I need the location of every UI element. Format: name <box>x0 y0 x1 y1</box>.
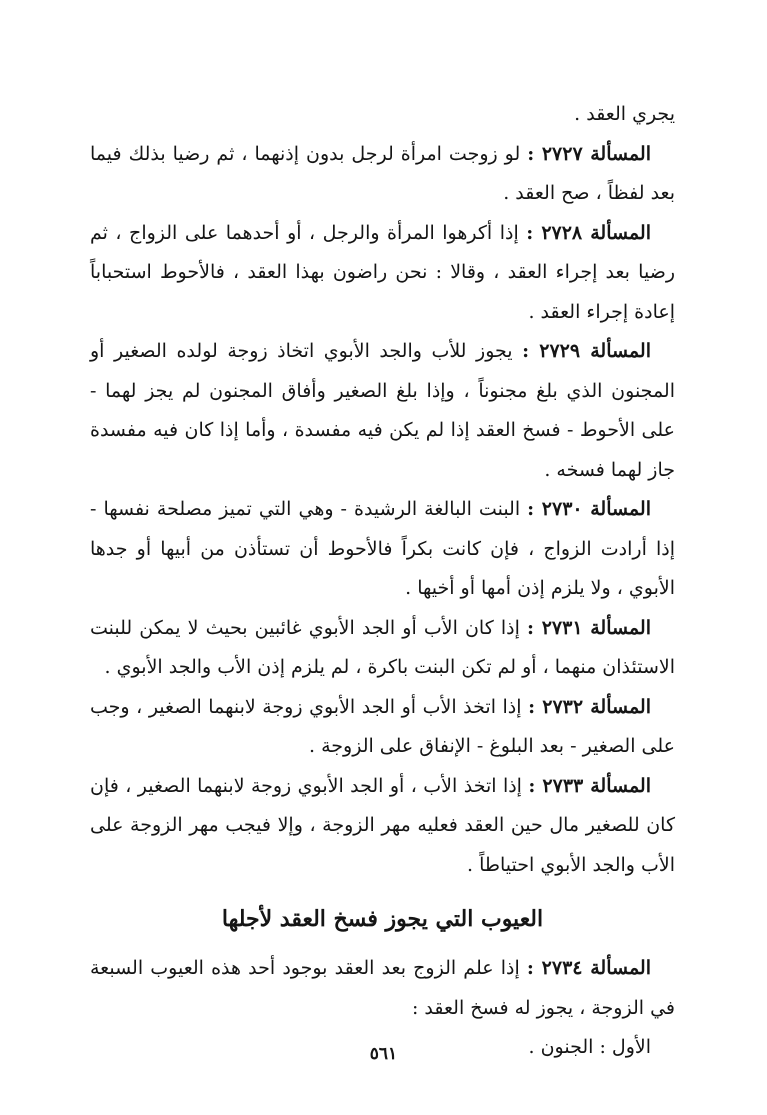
paragraph-2732 <box>90 688 675 767</box>
paragraph-text: إذا علم الزوج بعد العقد بوجود أحد هذه العيوب السبعة في الزوجة ، يجوز له فسخ العقد : <box>90 957 675 1019</box>
paragraph-text: الأول : الجنون . <box>528 1036 651 1058</box>
document-page <box>90 95 675 1068</box>
issue-label: المسألة ٢٧٣١ : <box>527 616 651 639</box>
paragraph-text: يجري العقد . <box>574 103 675 125</box>
paragraph-2731 <box>90 609 675 688</box>
issue-label: المسألة ٢٧٢٧ : <box>527 142 651 165</box>
issue-label: المسألة ٢٧٣٢ : <box>528 695 651 718</box>
paragraph-text: إذا اتخذ الأب ، أو الجد الأبوي زوجة لابنهما الصغير ، فإن كان للصغير مال حين العقد فعليه مهر الزوجة ، وإلا فيجب مهر الزوجة على الأب والجد الأبوي احتياطاً . <box>90 774 675 876</box>
paragraph-continuation <box>90 95 675 135</box>
paragraph-2729 <box>90 332 675 490</box>
issue-label: المسألة ٢٧٣٣ : <box>528 774 651 797</box>
paragraph-text: يجوز للأب والجد الأبوي اتخاذ زوجة لولده الصغير أو المجنون الذي بلغ مجنوناً ، وإذا بلغ الصغير وأفاق المجنون لم يجز لهما - على الأحوط - فسخ العقد إذا لم يكن فيه مفسدة ، وأما إذا كان فيه مفسدة جاز لهما فسخه . <box>90 340 675 481</box>
issue-label: المسألة ٢٧٣٤ : <box>526 957 651 979</box>
paragraph-text: إذا كان الأب أو الجد الأبوي غائبين بحيث لا يمكن للبنت الاستئذان منهما ، أو لم تكن البنت باكرة ، لم يلزم إذن الأب والجد الأبوي . <box>90 616 675 678</box>
issue-label: المسألة ٢٧٢٩ : <box>522 340 651 362</box>
section-heading: العيوب التي يجوز فسخ العقد لأجلها <box>221 906 544 932</box>
paragraph-2730 <box>90 490 675 609</box>
paragraph-2734 <box>90 949 675 1028</box>
paragraph-2727 <box>90 135 675 214</box>
issue-label: المسألة ٢٧٣٠ : <box>527 498 651 520</box>
paragraph-text: إذا أكرهوا المرأة والرجل ، أو أحدهما على الزواج ، ثم رضيا بعد إجراء العقد ، وقالا : نحن راضون بهذا العقد ، فالأحوط استحباباً إعادة إجراء العقد . <box>90 221 675 323</box>
paragraph-text: البنت البالغة الرشيدة - وهي التي تميز مصلحة نفسها - إذا أرادت الزواج ، فإن كانت بكراً فالأحوط أن تستأذن من أبيها أو جدها الأبوي ، ولا يلزم إذن أمها أو أخيها . <box>90 498 675 599</box>
paragraph-2733 <box>90 767 675 886</box>
paragraph-text: إذا اتخذ الأب أو الجد الأبوي زوجة لابنهما الصغير ، وجب على الصغير - بعد البلوغ - الإنفاق على الزوجة . <box>90 695 675 757</box>
paragraph-2728 <box>90 214 675 333</box>
page-number: ٥٦١ <box>369 1044 398 1064</box>
issue-label: المسألة ٢٧٢٨ : <box>526 221 651 244</box>
paragraph-text: لو زوجت امرأة لرجل بدون إذنهما ، ثم رضيا بذلك فيما بعد لفظاً ، صح العقد . <box>90 142 675 204</box>
